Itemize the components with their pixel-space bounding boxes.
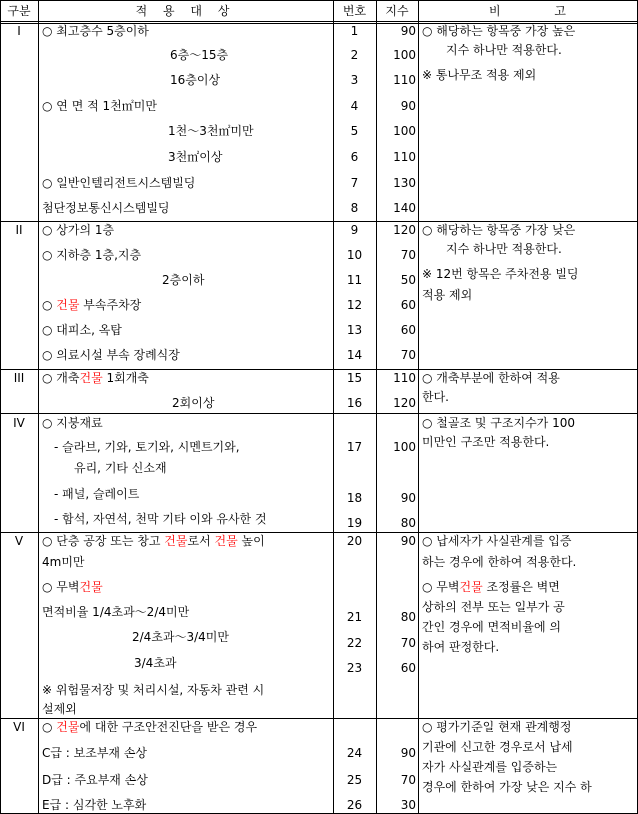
- row-text: E급 : 심각한 노후화: [42, 798, 147, 812]
- remark-line: 상하의 전부 또는 일부가 공: [422, 600, 565, 614]
- row-text: ○ 일반인텔리전트시스템빌딩: [42, 176, 196, 190]
- grid-line: [0, 718, 638, 719]
- row-index: 60: [400, 661, 416, 675]
- header-target: 적 용 대 상: [135, 4, 236, 18]
- row-text: ○ 대피소, 옥탑: [42, 323, 122, 337]
- row-index: 70: [400, 248, 416, 262]
- header-remark: 비 고: [489, 4, 566, 18]
- remark-line: 간인 경우에 면적비율에 의: [422, 620, 561, 634]
- row-text: ○ 건물 부속주차장: [42, 298, 142, 312]
- row-number: 12: [346, 298, 363, 312]
- row-number: 10: [346, 248, 363, 262]
- remark-line: ○ 철골조 및 구조지수가 100: [422, 416, 575, 430]
- group-label: I: [17, 24, 21, 38]
- grid-line: [0, 21, 638, 22]
- row-number: 23: [346, 661, 363, 675]
- row-number: 21: [346, 610, 363, 624]
- row-index: 120: [393, 396, 416, 410]
- remark-line: 하는 경우에 한하여 적용한다.: [422, 555, 577, 569]
- row-number: 3: [350, 73, 359, 87]
- row-number: 19: [346, 516, 363, 530]
- grid-line: [0, 369, 638, 370]
- row-number: 11: [346, 273, 363, 287]
- row-number: 18: [346, 491, 363, 505]
- row-index: 60: [400, 298, 416, 312]
- remark-line: ○ 납세자가 사실관계를 입증: [422, 534, 572, 548]
- group-label: III: [13, 371, 25, 385]
- row-number: 7: [350, 176, 359, 190]
- row-text: ○ 지붕재료: [42, 416, 103, 430]
- remark-line: 지수 하나만 적용한다.: [446, 242, 562, 256]
- row-text: ○ 연 면 적 1천㎡미만: [42, 99, 157, 113]
- row-text: 첨단정보통신시스템빌딩: [42, 201, 170, 215]
- row-text: 2층이하: [162, 273, 205, 287]
- row-number: 22: [346, 636, 363, 650]
- remark-line: 한다.: [422, 390, 449, 404]
- row-text: ○ 무벽건물: [42, 580, 103, 594]
- row-index: 50: [400, 273, 416, 287]
- row-text: 1천～3천㎡미만: [168, 124, 254, 138]
- row-number: 20: [346, 534, 363, 548]
- header-index: 지수: [385, 4, 409, 18]
- header-number: 번호: [342, 4, 367, 18]
- row-index: 90: [400, 534, 416, 548]
- row-text: 2/4초과～3/4미만: [132, 630, 229, 644]
- row-text: 유리, 기타 신소재: [74, 461, 167, 475]
- row-index: 80: [400, 516, 416, 530]
- row-index: 120: [393, 223, 416, 237]
- header-group: 구분: [7, 4, 31, 18]
- row-text: ○ 최고층수 5층이하: [42, 24, 149, 38]
- remark-line: ○ 평가기준일 현재 관계행정: [422, 720, 572, 734]
- row-number: 15: [346, 371, 363, 385]
- row-number: 14: [346, 348, 363, 362]
- row-index: 70: [400, 348, 416, 362]
- row-index: 70: [400, 773, 416, 787]
- grid-line: [0, 413, 638, 414]
- row-number: 5: [350, 124, 359, 138]
- row-text: 3/4초과: [134, 656, 177, 670]
- row-text: - 슬라브, 기와, 토기와, 시멘트기와,: [54, 440, 240, 454]
- row-text: ○ 개축건물 1회개축: [42, 371, 149, 385]
- row-number: 8: [350, 201, 359, 215]
- group-label: II: [15, 223, 23, 237]
- group-label: VI: [13, 720, 25, 734]
- row-index: 100: [393, 440, 416, 454]
- row-number: 9: [350, 223, 359, 237]
- grid-line: [0, 532, 638, 533]
- row-text: 면적비율 1/4초과～2/4미만: [42, 605, 190, 619]
- remark-line: ○ 해당하는 항목중 가장 낮은: [422, 223, 576, 237]
- row-text: ○ 상가의 1층: [42, 223, 115, 237]
- row-index: 30: [400, 798, 416, 812]
- grid-line: [0, 221, 638, 222]
- row-index: 100: [393, 48, 416, 62]
- remark-line: 자가 사실관계를 입증하는: [422, 760, 558, 774]
- row-number: 26: [346, 798, 363, 812]
- row-index: 90: [400, 99, 416, 113]
- row-text: 3천㎡이상: [168, 150, 223, 164]
- row-number: 2: [350, 48, 359, 62]
- row-index: 110: [393, 150, 416, 164]
- row-number: 17: [346, 440, 363, 454]
- remark-line: ※ 12번 항목은 주차전용 빌딩: [422, 267, 579, 281]
- remark-line: 지수 하나만 적용한다.: [446, 43, 562, 57]
- remark-line: 하여 판정한다.: [422, 640, 500, 654]
- row-number: 16: [346, 396, 363, 410]
- row-index: 80: [400, 610, 416, 624]
- remark-line: 미만인 구조만 적용한다.: [422, 435, 550, 449]
- row-text: ○ 의료시설 부속 장례식장: [42, 348, 180, 362]
- row-index: 90: [400, 491, 416, 505]
- row-text: 4m미만: [42, 555, 85, 569]
- row-index: 110: [393, 73, 416, 87]
- grid-line: [418, 0, 419, 814]
- grid-line: [0, 0, 1, 814]
- remark-line: ※ 통나무조 적용 제외: [422, 68, 537, 82]
- remark-line: ○ 무벽건물 조정률은 벽면: [422, 580, 560, 594]
- row-text: 6층～15층: [170, 48, 229, 62]
- row-text: 설제외: [42, 702, 77, 716]
- grid-line: [0, 0, 638, 1]
- row-text: - 함석, 자연석, 천막 기타 이와 유사한 것: [54, 512, 267, 526]
- remark-line: 적용 제외: [422, 288, 473, 302]
- remark-line: ○ 개축부분에 한하여 적용: [422, 371, 560, 385]
- row-text: ○ 지하층 1층,지층: [42, 248, 142, 262]
- row-text: ○ 건물에 대한 구조안전진단을 받은 경우: [42, 720, 258, 734]
- group-label: V: [14, 534, 24, 548]
- remark-line: ○ 해당하는 항목중 가장 높은: [422, 24, 576, 38]
- row-text: C급 : 보조부재 손상: [42, 746, 148, 760]
- row-text: ○ 단층 공장 또는 창고 건물로서 건물 높이: [42, 534, 265, 548]
- row-number: 25: [346, 773, 363, 787]
- row-index: 130: [393, 176, 416, 190]
- row-index: 70: [400, 636, 416, 650]
- row-index: 140: [393, 201, 416, 215]
- row-text: 2회이상: [172, 396, 215, 410]
- row-index: 100: [393, 124, 416, 138]
- grid-line: [38, 0, 39, 814]
- row-index: 60: [400, 323, 416, 337]
- remark-line: 경우에 한하여 가장 낮은 지수 하: [422, 780, 592, 794]
- row-number: 1: [350, 24, 359, 38]
- row-text: 16층이상: [170, 73, 221, 87]
- row-number: 24: [346, 746, 363, 760]
- row-number: 4: [350, 99, 359, 113]
- row-number: 6: [350, 150, 359, 164]
- row-number: 13: [346, 323, 363, 337]
- row-text: - 패널, 슬레이트: [54, 487, 140, 501]
- row-index: 110: [393, 371, 416, 385]
- row-text: D급 : 주요부재 손상: [42, 773, 148, 787]
- row-index: 90: [400, 24, 416, 38]
- row-text: ※ 위험물저장 및 처리시설, 자동차 관련 시: [42, 683, 265, 697]
- row-index: 90: [400, 746, 416, 760]
- remark-line: 기관에 신고한 경우로서 납세: [422, 740, 573, 754]
- group-label: IV: [13, 416, 25, 430]
